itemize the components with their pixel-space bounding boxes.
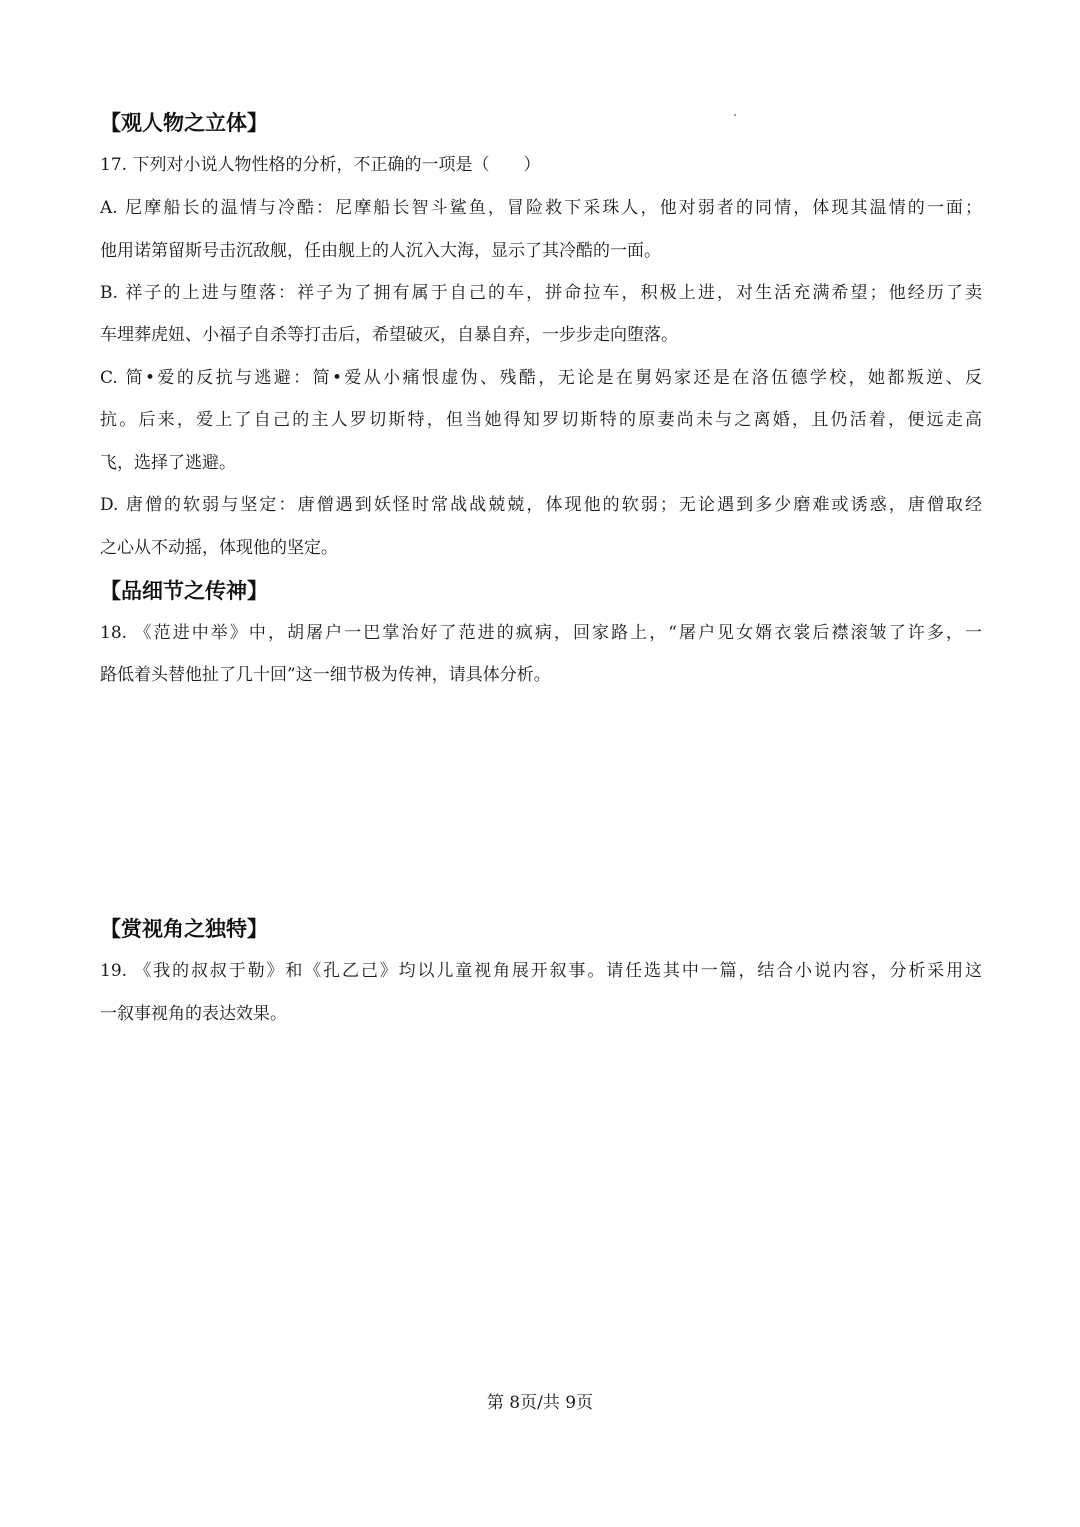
question-19-line-1: 19. 《我的叔叔于勒》和《孔乙己》均以儿童视角展开叙事。请任选其中一篇，结合小说内容，分析采用这 [100,961,982,981]
question-19-line-2: 一叙事视角的表达效果。 [100,1004,287,1024]
option-a-line-2: 他用诺第留斯号击沉敌舰，任由舰上的人沉入大海，显示了其冷酷的一面。 [100,241,661,261]
option-c-line-3: 飞，选择了逃避。 [100,453,236,473]
option-d-line-1: D. 唐僧的软弱与坚定：唐僧遇到妖怪时常战战兢兢，体现他的软弱；无论遇到多少磨难或诱惑，唐僧取经 [100,495,982,515]
option-c-line-1: C. 简•爱的反抗与逃避：简•爱从小痛恨虚伪、残酷，无论是在舅妈家还是在洛伍德学校，她都叛逆、反 [100,368,982,388]
section-heading-detail: 【品细节之传神】 [100,579,268,603]
section-heading-perspective: 【赏视角之独特】 [100,917,268,941]
page-number: 第 8页/共 9页 [486,1393,594,1413]
option-a-line-1: A. 尼摩船长的温情与冷酷：尼摩船长智斗鲨鱼，冒险救下采珠人，他对弱者的同情，体现其温情的一面； [100,198,982,218]
scan-speck [734,114,736,116]
option-c-line-2: 抗。后来，爱上了自己的主人罗切斯特，但当她得知罗切斯特的原妻尚未与之离婚，且仍活着，便远走高 [100,410,982,430]
option-d-line-2: 之心从不动摇，体现他的坚定。 [100,538,338,558]
question-18-line-1: 18. 《范进中举》中，胡屠户一巴掌治好了范进的疯病，回家路上，“屠户见女婿衣裳后襟滚皱了许多，一 [100,623,982,643]
section-heading-character: 【观人物之立体】 [100,111,268,135]
question-17-stem: 17. 下列对小说人物性格的分析，不正确的一项是（ ） [100,155,541,175]
option-b-line-2: 车埋葬虎妞、小福子自杀等打击后，希望破灭，自暴自弃，一步步走向堕落。 [100,325,678,345]
option-b-line-1: B. 祥子的上进与堕落：祥子为了拥有属于自己的车，拼命拉车，积极上进，对生活充满希望；他经历了卖 [100,283,982,303]
question-18-line-2: 路低着头替他扯了几十回”这一细节极为传神，请具体分析。 [100,665,551,685]
